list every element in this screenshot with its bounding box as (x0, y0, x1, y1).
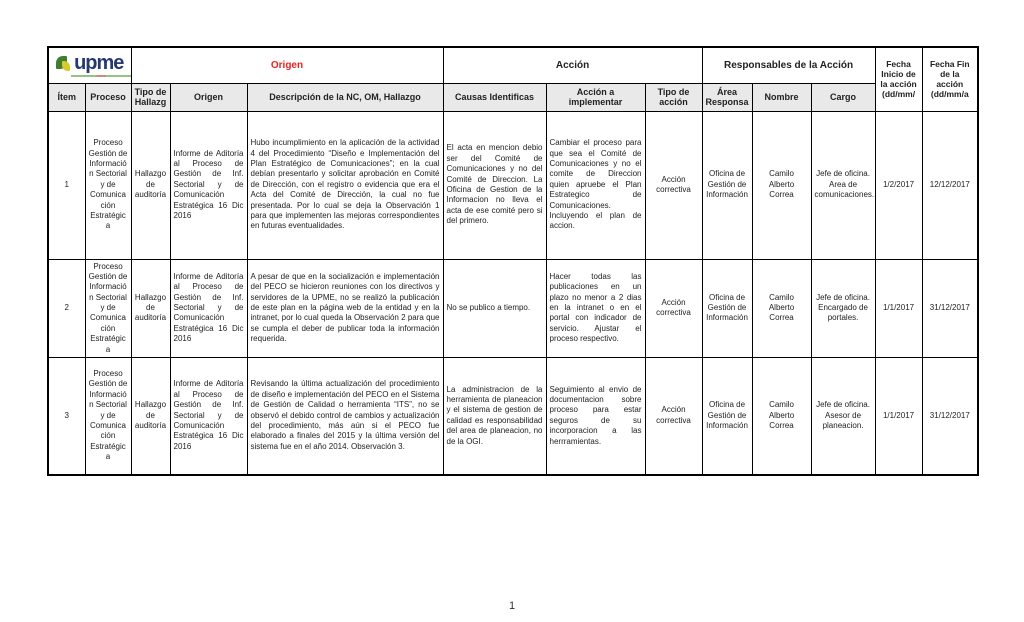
cell-fecha-fin: 12/12/2017 (922, 111, 978, 259)
upme-leaf-icon (56, 54, 72, 72)
cell-fecha-inicio: 1/2/2017 (875, 111, 922, 259)
cell-accion: Hacer todas las publicaciones en un plazo no menor a 2 dias en la intranet o en el portal con indicador de servicio. Ajustar el proceso respectivo. (546, 259, 645, 358)
logo-text: upme (74, 52, 124, 75)
col-header-accion-implementar: Acción a implementar (546, 83, 645, 111)
cell-cargo: Jefe de oficina. Area de comunicaciones. (811, 111, 875, 259)
cell-fecha-inicio: 1/1/2017 (875, 358, 922, 475)
cell-accion: Cambiar el proceso para que sea el Comité de Comunicaciones y no el comite de Direccion quien apruebe el Plan Estrategico de Comunicaciones. Incluyendo el plan de accion. (546, 111, 645, 259)
cell-nombre: Camilo Alberto Correa (752, 358, 811, 475)
cell-item: 1 (48, 111, 85, 259)
cell-item: 3 (48, 358, 85, 475)
cell-fecha-fin: 31/12/2017 (922, 259, 978, 358)
col-header-nombre: Nombre (752, 83, 811, 111)
cell-nombre: Camilo Alberto Correa (752, 259, 811, 358)
group-header-row (48, 47, 978, 83)
col-header-tipo-hallazgo: Tipo de Hallazg (131, 83, 170, 111)
page-number: 1 (508, 600, 516, 612)
col-header-area-responsable: Área Responsa (702, 83, 752, 111)
cell-causas: El acta en mencion debio ser del Comité de Comunicaciones y no del Comité de Direccion. La Oficina de Gestion de la Informacion no lleva el acta de ese comité pero si del primero. (443, 111, 546, 259)
col-header-tipo-accion: Tipo de acción (645, 83, 702, 111)
cell-fecha-inicio: 1/1/2017 (875, 259, 922, 358)
cell-causas: La administracion de la herramienta de planeacion y el sistema de gestion de calidad es responsabilidad del area de planeacion, no de la OGI. (443, 358, 546, 475)
cell-area: Oficina de Gestión de Información (702, 111, 752, 259)
logo-tagline-strip (71, 75, 131, 77)
col-header-fecha-fin: Fecha Fin de la acción (dd/mm/a (922, 47, 978, 111)
cell-proceso: Proceso Gestión de Información Sectorial y de Comunicación Estratégica (85, 259, 131, 358)
group-header-accion: Acción (443, 47, 702, 83)
cell-area: Oficina de Gestión de Información (702, 358, 752, 475)
group-header-responsables: Responsables de la Acción (702, 47, 875, 83)
col-header-origen: Origen (170, 83, 247, 111)
cell-area: Oficina de Gestión de Información (702, 259, 752, 358)
logo-cell (48, 47, 131, 83)
cell-accion: Seguimiento al envio de documentacion sobre proceso para estar seguros de su incorporacion a las herrramientas. (546, 358, 645, 475)
cell-cargo: Jefe de oficina. Encargado de portales. (811, 259, 875, 358)
col-header-fecha-inicio: Fecha Inicio de la acción (dd/mm/ (875, 47, 922, 111)
cell-nombre: Camilo Alberto Correa (752, 111, 811, 259)
table-row (48, 111, 978, 259)
cell-tipo-hallazgo: Hallazgo de auditoría (131, 111, 170, 259)
cell-tipo-accion: Acción correctiva (645, 259, 702, 358)
upme-logo (52, 53, 128, 77)
cell-descripcion: A pesar de que en la socialización e implementación del PECO se hicieron reuniones con los directivos y servidores de la UPME, no se realizó la publicación de este plan en la página web de la entidad y en la intranet, por lo cual queda la Observación 2 para que se cumpla el deber de publicar toda la información requerida. (247, 259, 443, 358)
table-row (48, 358, 978, 475)
cell-descripcion: Hubo incumplimiento en la aplicación de la actividad 4 del Procedimiento “Diseño e Implementación del Plan Estratégico de Comunicaciones”; en la cual debían presentarlo y solicitar aprobación en Comité de Dirección, con el registro o evidencia que era el Acta del Comité de Dirección, la cual no fue presentada. Por lo cual se deja la Observación 1 para que implementen las mejoras correspondientes en futuras eventualidades. (247, 111, 443, 259)
cell-fecha-fin: 31/12/2017 (922, 358, 978, 475)
cell-item: 2 (48, 259, 85, 358)
col-header-descripcion: Descripción de la NC, OM, Hallazgo (247, 83, 443, 111)
column-header-row (48, 83, 978, 111)
col-header-causas: Causas Identificas (443, 83, 546, 111)
col-header-item: Ítem (48, 83, 85, 111)
cell-causas: No se publico a tiempo. (443, 259, 546, 358)
col-header-cargo: Cargo (811, 83, 875, 111)
cell-proceso: Proceso Gestión de Información Sectorial y de Comunicación Estratégica (85, 358, 131, 475)
cell-origen: Informe de Aditoría al Proceso de Gestión de Inf. Sectorial y de Comunicación Estratégica 16 Dic 2016 (170, 111, 247, 259)
group-header-origen: Origen (131, 47, 443, 83)
cell-tipo-hallazgo: Hallazgo de auditoría (131, 259, 170, 358)
col-header-proceso: Proceso (85, 83, 131, 111)
audit-action-plan-table (47, 46, 979, 476)
cell-tipo-accion: Acción correctiva (645, 111, 702, 259)
cell-tipo-accion: Acción correctiva (645, 358, 702, 475)
cell-descripcion: Revisando la última actualización del procedimiento de diseño e implementación del PECO en el Sistema de Gestión de Calidad o herramienta “ITS”, no se observó el debido control de cambios y actualización del procedimiento, más aún si el PECO fue elaborado a finales del 2015 y la última versión del sistema fue en el año 2014. Observación 3. (247, 358, 443, 475)
cell-proceso: Proceso Gestión de Información Sectorial y de Comunicación Estratégica (85, 111, 131, 259)
cell-cargo: Jefe de oficina. Asesor de planeacion. (811, 358, 875, 475)
cell-origen: Informe de Aditoría al Proceso de Gestión de Inf. Sectorial y de Comunicación Estratégica 16 Dic 2016 (170, 358, 247, 475)
cell-origen: Informe de Aditoría al Proceso de Gestión de Inf. Sectorial y de Comunicación Estratégica 16 Dic 2016 (170, 259, 247, 358)
table-row (48, 259, 978, 358)
cell-tipo-hallazgo: Hallazgo de auditoría (131, 358, 170, 475)
